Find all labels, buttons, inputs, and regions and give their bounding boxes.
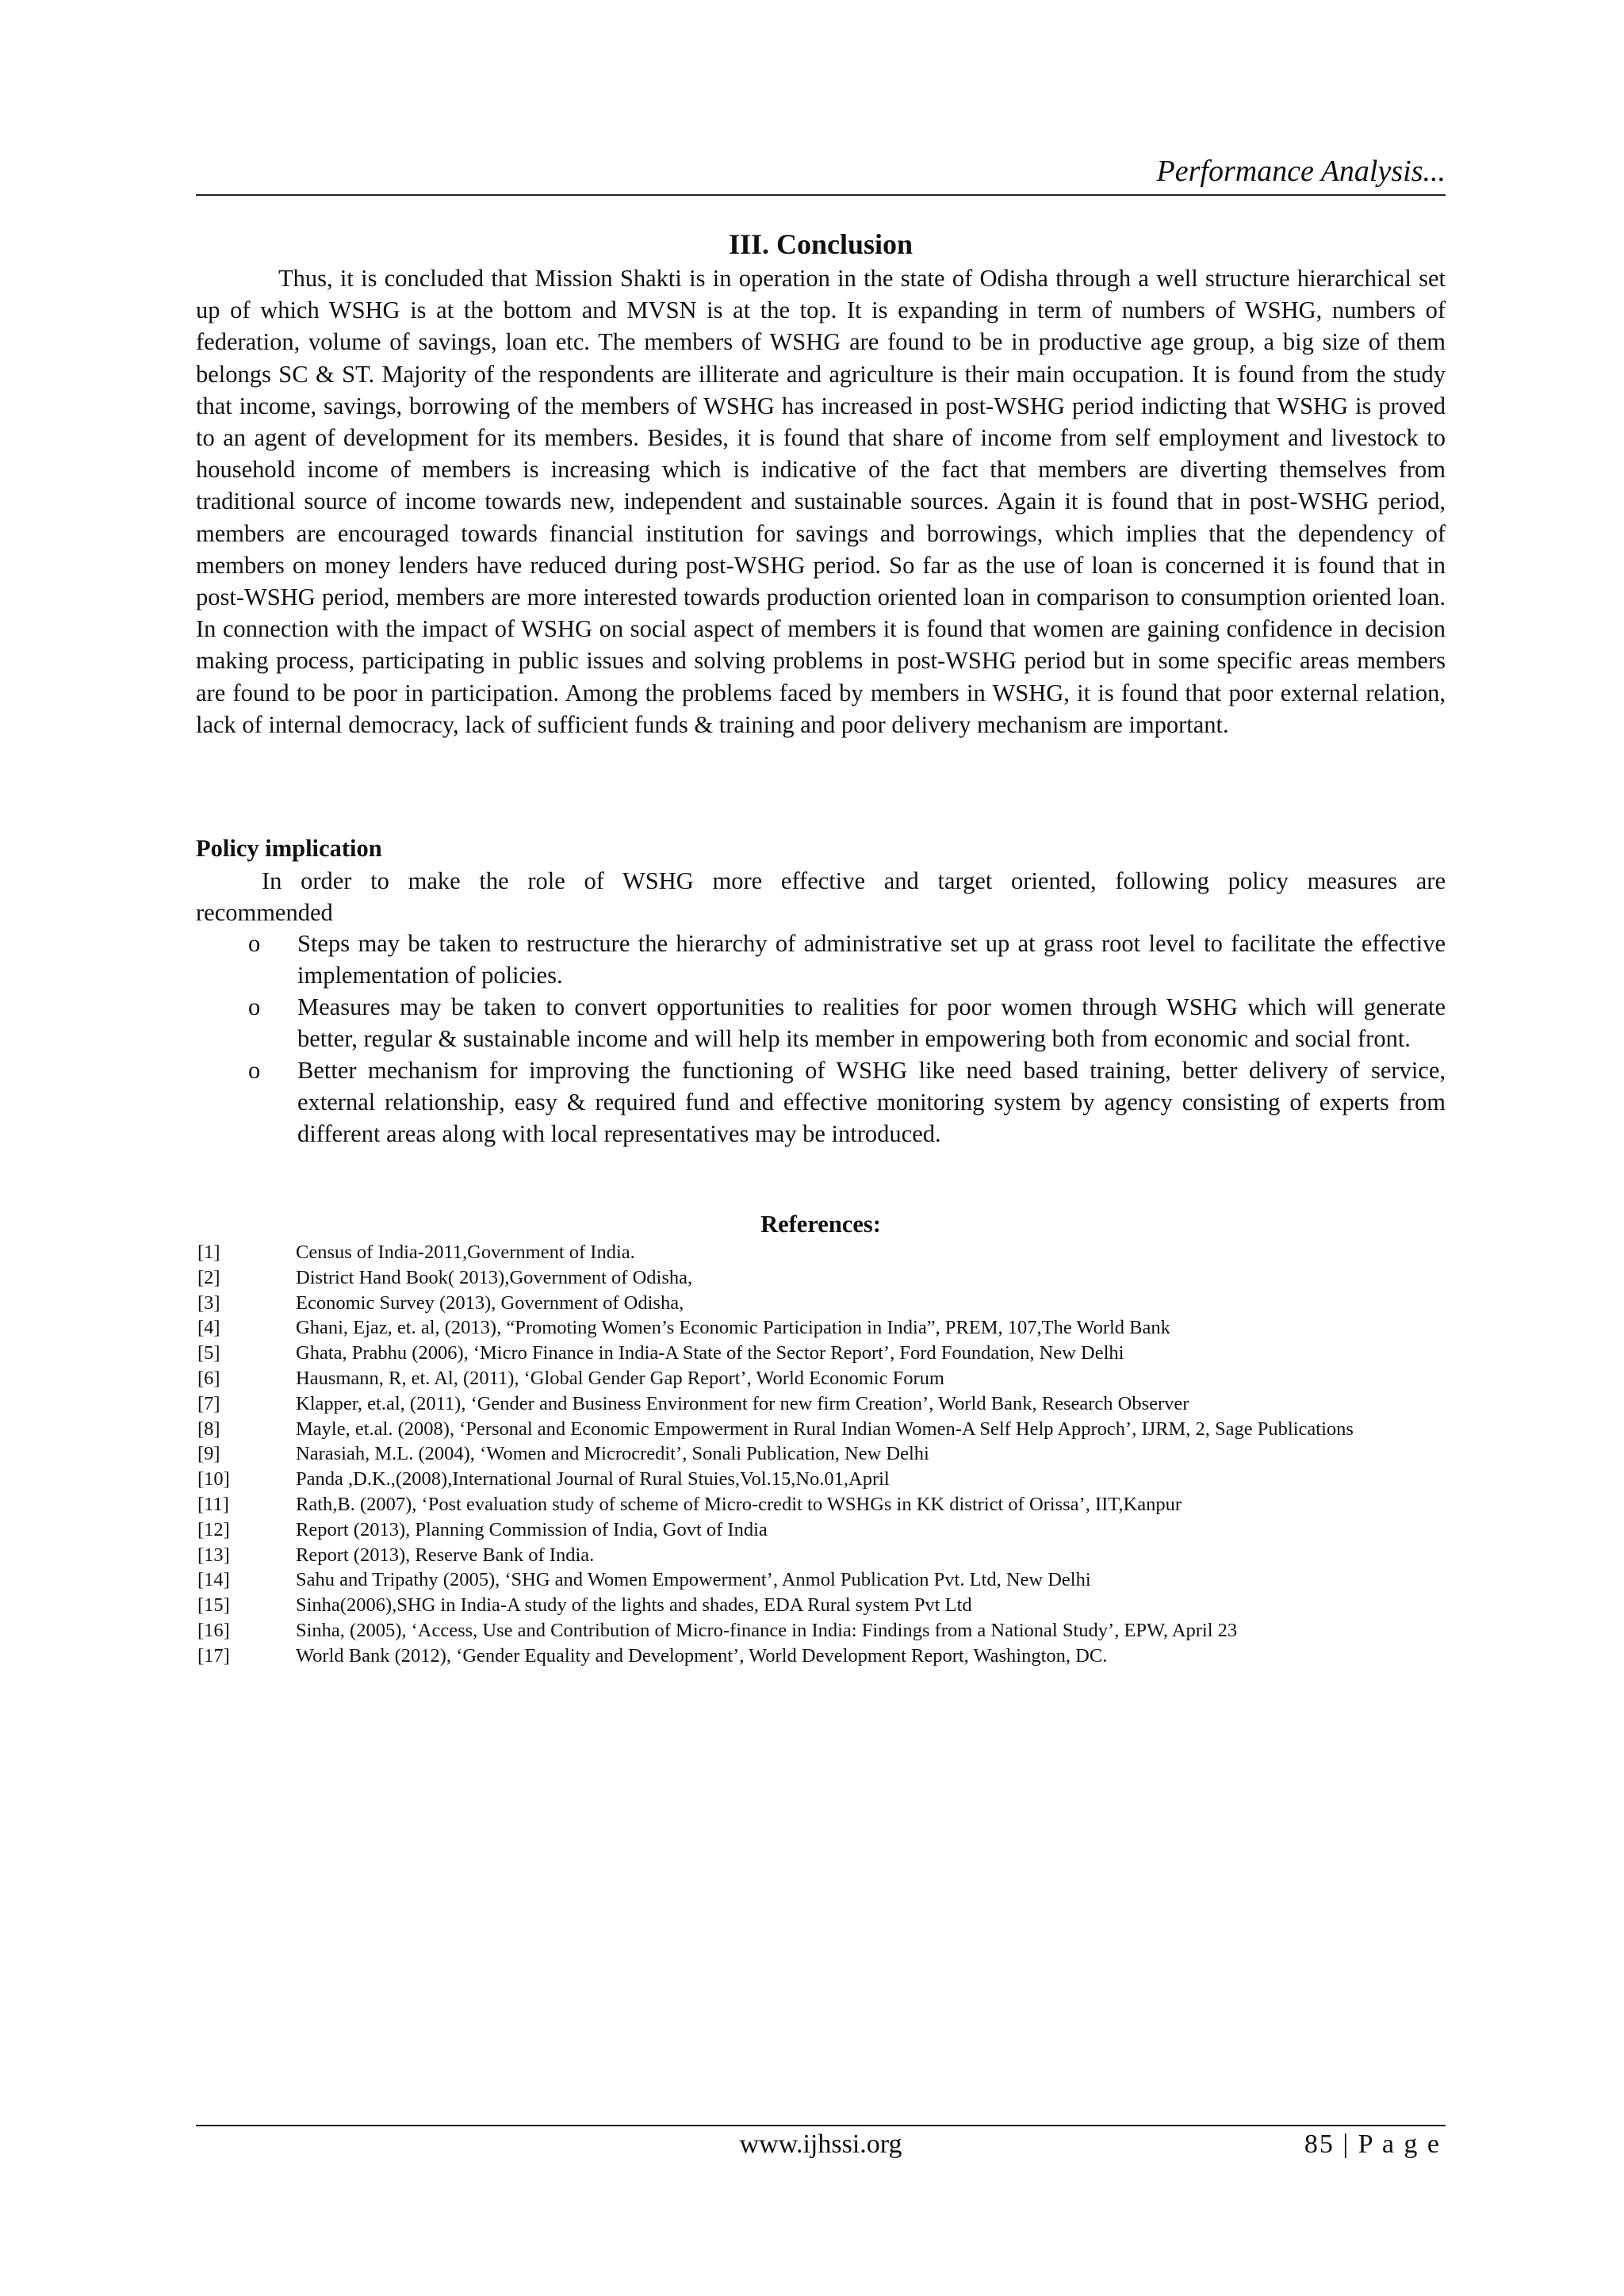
reference-item	[196, 1417, 1446, 1442]
reference-text: Ghani, Ejaz, et. al, (2013), “Promoting Women’s Economic Participation in India”, PREM, 107,The World Bank	[296, 1317, 1170, 1339]
reference-item	[196, 1240, 1446, 1265]
policy-intro-line-2: recommended	[196, 899, 333, 926]
reference-number: [8]	[197, 1418, 220, 1440]
reference-number: [17]	[197, 1644, 230, 1667]
reference-item	[196, 1644, 1446, 1669]
reference-text: Sahu and Tripathy (2005), ‘SHG and Women Empowerment’, Anmol Publication Pvt. Ltd, New Delhi	[296, 1569, 1091, 1591]
reference-number: [2]	[197, 1266, 220, 1288]
reference-text: District Hand Book( 2013),Government of Odisha,	[296, 1266, 693, 1288]
reference-number: [10]	[197, 1468, 230, 1490]
reference-item	[196, 1492, 1446, 1517]
reference-number: [6]	[197, 1367, 220, 1389]
reference-number: [4]	[197, 1317, 220, 1339]
reference-item	[196, 1341, 1446, 1366]
policy-list	[196, 928, 1446, 1150]
reference-item	[196, 1391, 1446, 1417]
running-head: Performance Analysis...	[1156, 155, 1446, 188]
reference-item	[196, 1291, 1446, 1316]
policy-item	[196, 991, 1446, 1054]
reference-text: Census of India-2011,Government of India.	[296, 1242, 635, 1263]
references-list	[196, 1240, 1446, 1669]
header-rule	[196, 194, 1446, 196]
reference-text: Report (2013), Planning Commission of India, Govt of India	[296, 1518, 768, 1540]
reference-text: Mayle, et.al. (2008), ‘Personal and Economic Empowerment in Rural Indian Women-A Self Help Approch’, IJRM, 2, Sage Publications	[296, 1418, 1354, 1440]
reference-text: Sinha(2006),SHG in India-A study of the lights and shades, EDA Rural system Pvt Ltd	[296, 1594, 972, 1617]
reference-number: [9]	[197, 1443, 220, 1465]
paper-page	[196, 0, 1446, 2296]
reference-number: [11]	[197, 1493, 229, 1515]
reference-item	[196, 1543, 1446, 1568]
reference-text: Economic Survey (2013), Government of Odisha,	[296, 1292, 684, 1314]
reference-text: World Bank (2012), ‘Gender Equality and Development’, World Development Report, Washington, DC.	[296, 1644, 1108, 1667]
references-title: References:	[760, 1211, 881, 1238]
policy-item	[196, 928, 1446, 991]
reference-number: [7]	[197, 1392, 220, 1414]
footer-website: www.ijhssi.org	[739, 2130, 902, 2159]
policy-intro-line-1: In order to make the role of WSHG more effective and target oriented, following policy measures are	[262, 867, 1446, 894]
reference-number: [16]	[197, 1619, 230, 1641]
reference-number: [13]	[197, 1544, 230, 1566]
policy-intro	[196, 865, 1446, 928]
list-bullet-icon: o	[248, 1057, 261, 1084]
reference-text: Panda ,D.K.,(2008),International Journal of Rural Stuies,Vol.15,No.01,April	[296, 1468, 890, 1490]
policy-heading: Policy implication	[196, 835, 382, 862]
reference-item	[196, 1517, 1446, 1543]
policy-item-text: Measures may be taken to convert opportunities to realities for poor women through WSHG which will generate better, regular & sustainable income and will help its member in empowering both from economic and social front.	[297, 993, 1446, 1052]
reference-number: [14]	[197, 1569, 230, 1591]
reference-text: Sinha, (2005), ‘Access, Use and Contribution of Micro-finance in India: Findings from a National Study’, EPW, April 23	[296, 1619, 1238, 1641]
reference-item	[196, 1441, 1446, 1467]
reference-text: Narasiah, M.L. (2004), ‘Women and Microcredit’, Sonali Publication, New Delhi	[296, 1443, 929, 1465]
footer-rule	[196, 2125, 1446, 2126]
reference-text: Hausmann, R, et. Al, (2011), ‘Global Gender Gap Report’, World Economic Forum	[296, 1367, 944, 1389]
policy-item-text: Steps may be taken to restructure the hierarchy of administrative set up at grass root level to facilitate the effective implementation of policies.	[297, 930, 1446, 989]
reference-item	[196, 1618, 1446, 1644]
reference-text: Report (2013), Reserve Bank of India.	[296, 1544, 595, 1566]
reference-number: [15]	[197, 1594, 230, 1617]
reference-text: Ghata, Prabhu (2006), ‘Micro Finance in India-A State of the Sector Report’, Ford Foundation, New Delhi	[296, 1342, 1124, 1364]
list-bullet-icon: o	[248, 993, 261, 1020]
policy-item	[196, 1054, 1446, 1150]
policy-item-text: Better mechanism for improving the functioning of WSHG like need based training, better delivery of service, external relationship, easy & required fund and effective monitoring system by agency consisting of experts from different areas along with local representatives may be introduced.	[297, 1057, 1446, 1147]
reference-item	[196, 1366, 1446, 1391]
conclusion-paragraph: Thus, it is concluded that Mission Shakti is in operation in the state of Odisha through a well structure hierarchical set up of which WSHG is at the bottom and MVSN is at the top. It is expanding in term of numbers of WSHG, numbers of federation, volume of savings, loan etc. The members of WSHG are found to be in productive age group, a big size of them belongs SC & ST. Majority of the respondents are illiterate and agriculture is their main occupation. It is found from the study that income, savings, borrowing of the members of WSHG has increased in post-WSHG period indicting that WSHG is proved to an agent of development for its members. Besides, it is found that share of income from self employment and livestock to household income of members is increasing which is indicative of the fact that members are diverting themselves from traditional source of income towards new, independent and sustainable sources. Again it is found that in post-WSHG period, members are encouraged towards financial institution for savings and borrowings, which implies that the dependency of members on money lenders have reduced during post-WSHG period. So far as the use of loan is concerned it is found that in post-WSHG period, members are more interested towards production oriented loan in comparison to consumption oriented loan. In connection with the impact of WSHG on social aspect of members it is found that women are gaining confidence in decision making process, participating in public issues and solving problems in post-WSHG period but in some specific areas members are found to be poor in participation. Among the problems faced by members in WSHG, it is found that poor external relation, lack of internal democracy, lack of sufficient funds & training and poor delivery mechanism are important.	[196, 265, 1446, 738]
reference-item	[196, 1593, 1446, 1618]
list-bullet-icon: o	[248, 930, 261, 957]
reference-item	[196, 1265, 1446, 1291]
reference-number: [5]	[197, 1342, 220, 1364]
reference-text: Rath,B. (2007), ‘Post evaluation study of scheme of Micro-credit to WSHGs in KK district of Orissa’, IIT,Kanpur	[296, 1493, 1182, 1515]
reference-item	[196, 1467, 1446, 1492]
footer-page-number: 85 | P a g e	[1304, 2130, 1441, 2159]
reference-number: [12]	[197, 1518, 230, 1540]
reference-item	[196, 1315, 1446, 1341]
reference-item	[196, 1567, 1446, 1593]
reference-number: [1]	[197, 1242, 220, 1263]
section-title-conclusion: III. Conclusion	[728, 228, 914, 260]
reference-text: Klapper, et.al, (2011), ‘Gender and Business Environment for new firm Creation’, World Bank, Research Observer	[296, 1392, 1189, 1414]
reference-number: [3]	[197, 1292, 220, 1314]
